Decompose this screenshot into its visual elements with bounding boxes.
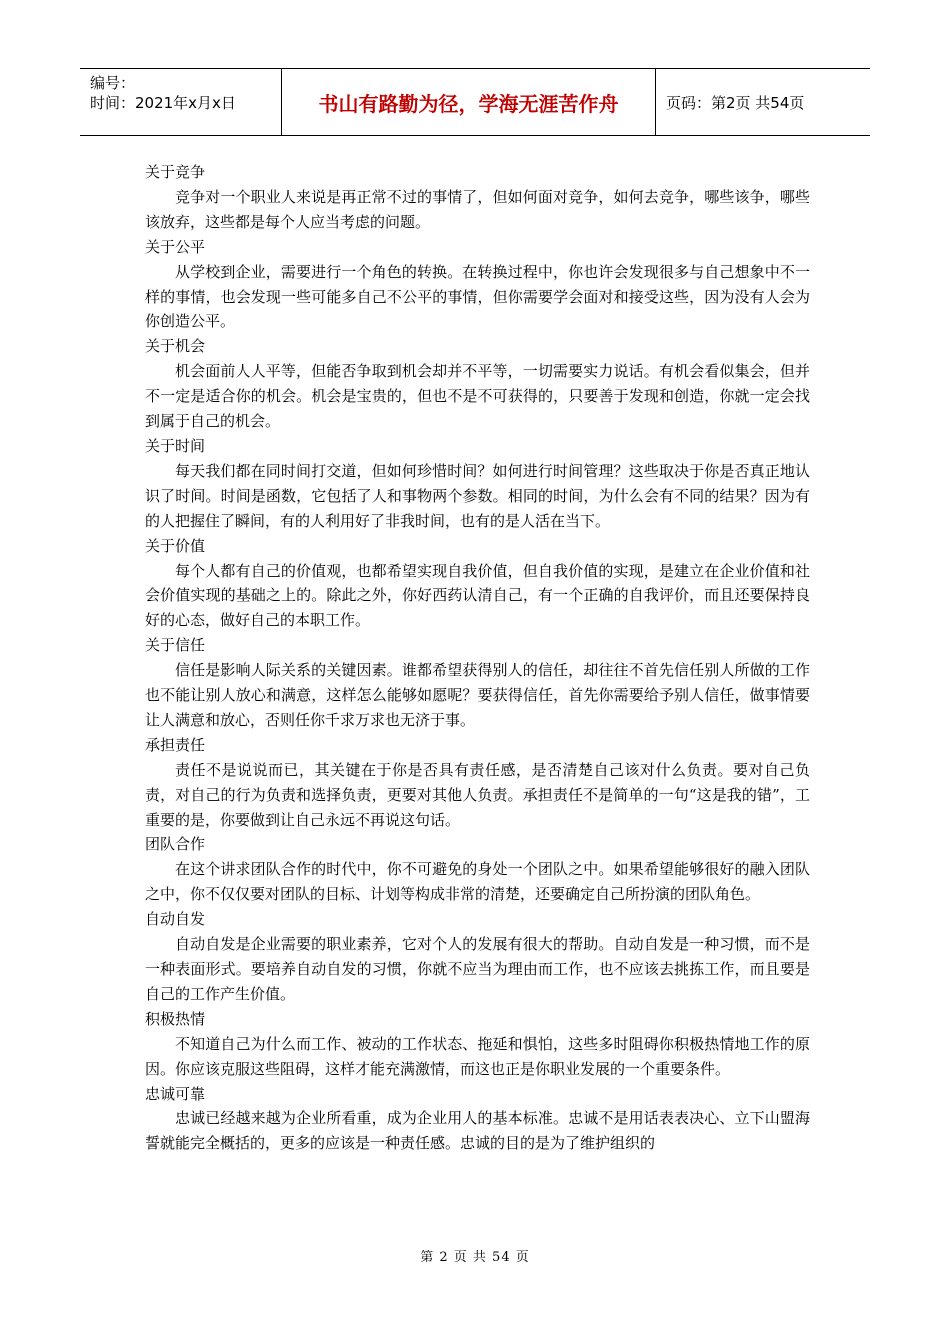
section-body: 自动自发是企业需要的职业素养，它对个人的发展有很大的帮助。自动自发是一种习惯，而不是一种表面形式。要培养自动自发的习惯，你就不应当为理由而工作，也不应该去挑拣工作，而且要是自己的工作产生价值。 — [145, 935, 810, 1003]
section-title: 团队合作 — [145, 835, 206, 854]
section-title: 自动自发 — [145, 910, 206, 929]
date-label: 时间：2021年x月x日 — [90, 94, 236, 112]
section-title: 关于价值 — [145, 536, 206, 555]
document-body — [145, 160, 810, 1156]
section-body: 每天我们都在同时间打交道，但如何珍惜时间？如何进行时间管理？这些取决于你是否真正地认识了时间。时间是函数，它包括了人和事物两个参数。相同的时间，为什么会有不同的结果？因为有的人把握住了瞬间，有的人利用好了非我时间，也有的是人活在当下。 — [145, 461, 810, 530]
section-title: 关于公平 — [145, 237, 206, 256]
section-title: 关于时间 — [145, 436, 206, 455]
section-body: 信任是影响人际关系的关键因素。谁都希望获得别人的信任，却往往不首先信任别人所做的工作也不能让别人放心和满意，这样怎么能够如愿呢？要获得信任，首先你需要给予别人信任，做事情要让人满意和放心，否则任你千求万求也无济于事。 — [145, 661, 810, 729]
section-title: 关于竞争 — [145, 163, 206, 181]
header-meta — [80, 69, 282, 135]
section-body: 每个人都有自己的价值观，也都希望实现自我价值，但自我价值的实现，是建立在企业价值和社会价值实现的基础之上的。除此之外，你好西药认清自己，有一个正确的自我评价，而且还要保持良好的心态，做好自己的本职工作。 — [145, 561, 810, 630]
page-header — [80, 68, 870, 136]
section-body: 责任不是说说而已，其关键在于你是否具有责任感，是否清楚自己该对什么负责。要对自己负责，对自己的行为负责和选择负责，更要对其他人负责。承担责任不是简单的一句“这是我的错”，工重要的是，你要做到让自己永远不再说这句话。 — [145, 760, 810, 829]
section-body: 竞争对一个职业人来说是再正常不过的事情了，但如何面对竞争，如何去竞争，哪些该争，哪些该放弃，这些都是每个人应当考虑的问题。 — [145, 187, 810, 231]
serial-label: 编号： — [90, 74, 136, 92]
section-body: 在这个讲求团队合作的时代中，你不可避免的身处一个团队之中。如果希望能够很好的融入团队之中，你不仅仅要对团队的目标、计划等构成非常的清楚，还要确定自己所扮演的团队角色。 — [145, 860, 810, 904]
section-title: 积极热情 — [145, 1009, 206, 1028]
page-footer: 第 2 页 共 54 页 — [420, 1250, 530, 1265]
section-title: 承担责任 — [145, 735, 206, 754]
section-body: 忠诚已经越来越为企业所看重，成为企业用人的基本标准。忠诚不是用话表表决心、立下山盟海誓就能完全概括的，更多的应该是一种责任感。忠诚的目的是为了维护组织的 — [145, 1109, 810, 1153]
section-body: 机会面前人人平等，但能否争取到机会却并不平等，一切需要实力说话。有机会看似集会，但并不一定是适合你的机会。机会是宝贵的，但也不是不可获得的，只要善于发现和创造，你就一定会找到属于自己的机会。 — [145, 362, 810, 431]
header-page-info: 页码：第2页 共54页 — [666, 93, 805, 112]
header-motto: 书山有路勤为径，学海无涯苦作舟 — [282, 69, 656, 135]
section-body: 不知道自己为什么而工作、被动的工作状态、拖延和惧怕，这些多时阻碍你积极热情地工作的原因。你应该克服这些阻碍，这样才能充满激情，而这也正是你职业发展的一个重要条件。 — [145, 1034, 810, 1078]
section-body: 从学校到企业，需要进行一个角色的转换。在转换过程中，你也许会发现很多与自己想象中不一样的事情，也会发现一些可能多自己不公平的事情，但你需要学会面对和接受这些，因为没有人会为你创造公平。 — [145, 262, 810, 331]
section-title: 忠诚可靠 — [145, 1084, 206, 1103]
section-title: 关于机会 — [145, 337, 206, 356]
section-title: 关于信任 — [145, 636, 206, 655]
